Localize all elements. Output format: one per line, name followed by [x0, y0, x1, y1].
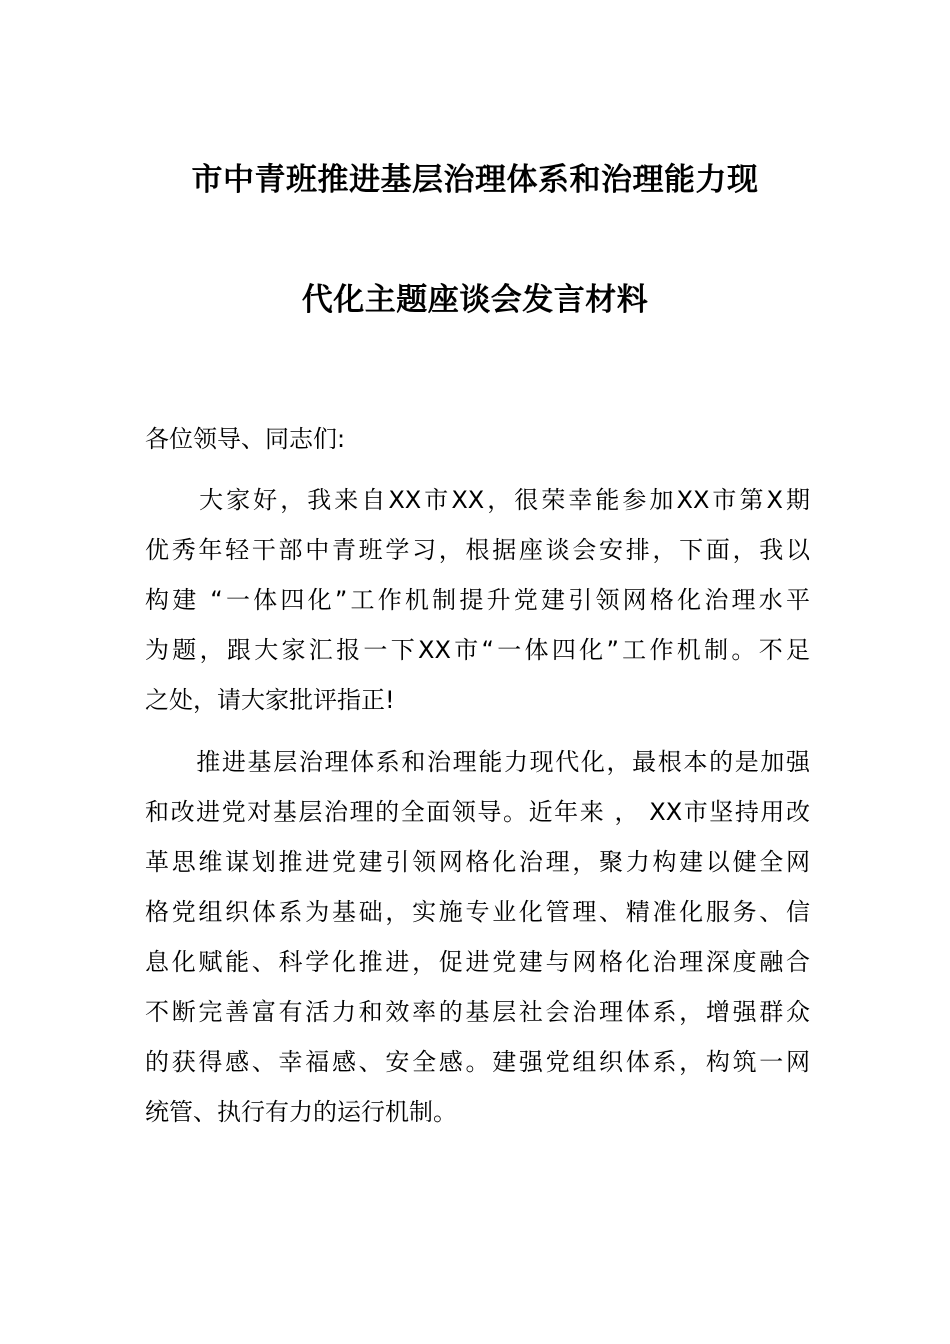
- paragraph-line: 推进基层治理体系和治理能力现代化，最根本的是加强: [145, 748, 810, 776]
- paragraph-line: 和改进党对基层治理的全面领导。近年来 ， XX市坚持用改: [145, 798, 810, 826]
- paragraph-line: 之处，请大家批评指正!: [145, 686, 395, 714]
- salutation: 各位领导、同志们:: [145, 425, 346, 453]
- document-title-line-2: 代化主题座谈会发言材料: [301, 282, 649, 318]
- paragraph-line: 的获得感、幸福感、安全感。建强党组织体系，构筑一网: [145, 1048, 810, 1076]
- paragraph-line: 格党组织体系为基础，实施专业化管理、精准化服务、信: [145, 898, 810, 926]
- paragraph-line: 优秀年轻干部中青班学习，根据座谈会安排，下面，我以: [145, 536, 810, 564]
- paragraph-1: [145, 482, 810, 732]
- paragraph-line: 革思维谋划推进党建引领网格化治理，聚力构建以健全网: [145, 848, 810, 876]
- paragraph-line: 不断完善富有活力和效率的基层社会治理体系，增强群众: [145, 998, 810, 1026]
- paragraph-2: [145, 744, 810, 1144]
- document-title-line-1: 市中青班推进基层治理体系和治理能力现: [191, 162, 759, 198]
- paragraph-line: 统管、执行有力的运行机制。: [145, 1098, 457, 1126]
- paragraph-line: 息化赋能、科学化推进，促进党建与网格化治理深度融合: [145, 948, 810, 976]
- paragraph-line: 大家好，我来自XX市XX，很荣幸能参加XX市第X期: [145, 486, 810, 514]
- paragraph-line: 为题，跟大家汇报一下XX市“一体四化”工作机制。不足: [145, 636, 810, 664]
- paragraph-line: 构建 “一体四化”工作机制提升党建引领网格化治理水平: [145, 586, 810, 614]
